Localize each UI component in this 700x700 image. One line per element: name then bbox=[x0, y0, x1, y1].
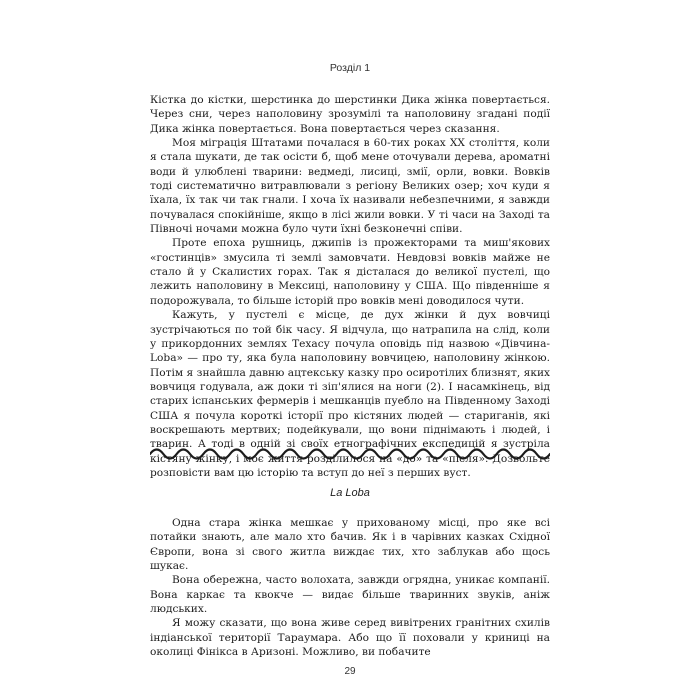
story-text bbox=[150, 516, 550, 659]
paragraph: Одна стара жінка мешкає у прихованому місці, про яке всі потайки знають, але мало хто бачив. Як і в чарівних казках Східної Європи, вона зі свого житла виждає тих, хто заблукав або щось шукає. bbox=[150, 517, 550, 573]
paragraph: Моя міграція Штатами почалася в 60-тих роках ХХ століття, коли я стала шукати, де так осісти б, щоб мене оточували дерева, ароматні води й улюблені тварини: ведмеді, лисиці, змії, орли, вовки. Вовків тоді систематично витравлювали з регіону Великих озер; хоч куди я їхала, їх так чи так гнали. І хоча їх називали небезпечними, я завжди почувалася спокійніше, якщо в лісі жили вовки. У ті часи на Заході та Півночі ночами можна було чути їхні безконечні співи. bbox=[150, 137, 550, 236]
running-head: Розділ 1 bbox=[329, 62, 371, 74]
section-title: La Loba bbox=[330, 487, 370, 499]
paragraph: Кажуть, у пустелі є місце, де дух жінки й дух вовчиці зустрічаються по той бік часу. Я відчула, що натрапила на слід, коли у прикордонних землях Техасу почула оповідь під назвою «Дівчина-Loba» — про ту, яка була наполовину вовчицею, наполовину жінкою. Потім я знайшла давню ацтекську казку про осиротілих близнят, яких вовчиця годувала, аж доки ті зіп'ялися на ноги (2). І насамкінець, від старих іспанських фермерів і мешканців пуебло на Південному Заході США я почула короткі історії про кістяних людей — стариганів, які воскрешають мертвих; подейкували, що вони піднімають і людей, і тварин. А тоді в одній зі своїх етнографічних експедицій я зустріла кістяну жінку, і моє життя розділилося на «до» та «після». Дозвольте розповісти вам цю історію та вступ до неї з перших вуст. bbox=[150, 309, 550, 479]
paragraph: Вона обережна, часто волохата, завжди огрядна, уникає компанії. Вона каркає та квокче — видає більше тваринних звуків, аніж людських. bbox=[150, 574, 550, 616]
paragraph: Я можу сказати, що вона живе серед вивітрених гранітних схилів індіанської території Тараумара. Або що її поховали у криниці на околиці Фінікса в Аризоні. Можливо, ви побачите bbox=[150, 617, 550, 659]
intro-text bbox=[150, 93, 550, 480]
paragraph: Кістка до кістки, шерстинка до шерстинки Дика жінка повертається. Через сни, через наполовину зрозумілі та наполовину згадані події Дика жінка повертається. Вона повертається через сказання. bbox=[150, 94, 550, 135]
page-number: 29 bbox=[344, 666, 356, 677]
paragraph: Проте епоха рушниць, джипів із прожекторами та миш'якових «гостинців» змусила ті землі замовчати. Невдовзі вовків майже не стало й у Скалистих горах. Так я дісталася до великої пустелі, що лежить наполовину в Мексиці, наполовину у США. Що південніше я подорожувала, то більше історій про вовків мені доводилося чути. bbox=[150, 237, 550, 307]
wave-divider bbox=[150, 447, 550, 461]
